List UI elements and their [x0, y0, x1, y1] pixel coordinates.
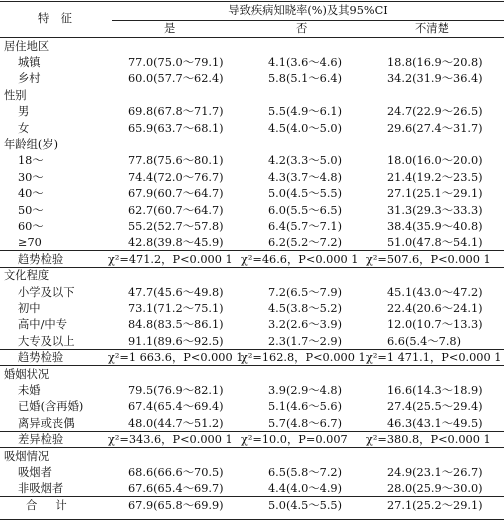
- row-label: 城镇: [18, 55, 41, 69]
- test-row: [0, 431, 504, 448]
- cell-unsure: χ²=1 471.1，P<0.000 1: [366, 351, 502, 365]
- row-label: 高中/中专: [18, 318, 67, 332]
- row-label: 性别: [4, 88, 27, 102]
- cell-unsure: 27.4(25.5～29.4): [387, 400, 483, 414]
- cell-unsure: 28.0(25.9～30.0): [387, 482, 483, 496]
- cell-unsure: 21.4(19.2～23.5): [387, 170, 483, 184]
- cell-unsure: 27.1(25.2～29.1): [387, 498, 483, 512]
- row-label: 30～: [18, 170, 44, 184]
- table-row: [0, 382, 504, 399]
- table-row: [0, 398, 504, 415]
- cell-unsure: 22.4(20.6～24.1): [387, 301, 483, 315]
- cell-yes: 55.2(52.7～57.8): [128, 219, 224, 233]
- row-label: 大专及以上: [18, 334, 75, 348]
- table-row: [0, 464, 504, 481]
- cell-no: 3.2(2.6～3.9): [268, 318, 343, 332]
- cell-no: 5.1(4.6～5.6): [268, 400, 343, 414]
- row-label: 趋势检验: [18, 351, 64, 365]
- cell-no: 5.5(4.9～6.1): [268, 105, 343, 119]
- cell-unsure: 31.3(29.3～33.3): [387, 203, 483, 217]
- row-label: 乡村: [18, 72, 41, 86]
- category-row: [0, 87, 504, 104]
- cell-unsure: 16.6(14.3～18.9): [387, 383, 483, 397]
- cell-yes: 48.0(44.7～51.2): [128, 416, 224, 430]
- table-row: [0, 70, 504, 87]
- cell-yes: 91.1(89.6～92.5): [128, 334, 224, 348]
- row-label: 18～: [18, 154, 44, 168]
- cell-unsure: 51.0(47.8～54.1): [387, 236, 483, 250]
- test-rule-top: [0, 349, 504, 350]
- cell-yes: 42.8(39.8～45.9): [128, 236, 224, 250]
- row-label: 未婚: [18, 383, 41, 397]
- cell-no: 5.0(4.5～5.5): [268, 187, 343, 201]
- table-row: [0, 202, 504, 219]
- test-row: [0, 251, 504, 268]
- cell-yes: χ²=343.6，P<0.000 1: [108, 433, 233, 447]
- cell-yes: 67.9(60.7～64.7): [128, 187, 224, 201]
- cell-yes: 60.0(57.7～62.4): [128, 72, 224, 86]
- cell-unsure: 24.9(23.1～26.7): [387, 465, 483, 479]
- cell-no: 4.2(3.3～5.0): [268, 154, 343, 168]
- table-row: [0, 284, 504, 301]
- cell-yes: 65.9(63.7～68.1): [128, 121, 224, 135]
- cell-yes: 68.6(66.6～70.5): [128, 465, 224, 479]
- cell-yes: 74.4(72.0～76.7): [128, 170, 224, 184]
- row-label: 婚姻状况: [4, 367, 50, 381]
- row-label: 趋势检验: [18, 252, 64, 266]
- cell-yes: χ²=1 663.6，P<0.000 1: [108, 351, 244, 365]
- table-row: [0, 316, 504, 333]
- cell-yes: 69.8(67.8～71.7): [128, 105, 224, 119]
- cell-yes: 77.0(75.0～79.1): [128, 55, 224, 69]
- table-row: [0, 333, 504, 350]
- row-label: 小学及以下: [18, 285, 75, 299]
- cell-yes: 77.8(75.6～80.1): [128, 154, 224, 168]
- row-label: 合 计: [26, 498, 71, 512]
- cell-no: 4.4(4.0～4.9): [268, 482, 343, 496]
- cell-no: 5.7(4.8～6.7): [268, 416, 343, 430]
- header-main: 导致疾病知晓率(%)及其95%CI: [228, 4, 388, 17]
- row-label: 50～: [18, 203, 44, 217]
- cell-no: χ²=10.0，P=0.007: [241, 433, 348, 447]
- row-label: 非吸烟者: [18, 482, 64, 496]
- cell-yes: 67.4(65.4～69.4): [128, 400, 224, 414]
- table-bottom-rule: [0, 519, 504, 520]
- cell-no: 6.5(5.8～7.2): [268, 465, 343, 479]
- cell-no: 7.2(6.5～7.9): [268, 285, 343, 299]
- cell-yes: 84.8(83.5～86.1): [128, 318, 224, 332]
- category-row: [0, 38, 504, 55]
- category-row: [0, 448, 504, 465]
- cell-no: 3.9(2.9～4.8): [268, 383, 343, 397]
- cell-unsure: 27.1(25.1～29.1): [387, 187, 483, 201]
- row-label: 年龄组(岁): [4, 137, 59, 151]
- header-col-yes: 是: [164, 22, 176, 35]
- test-rule-top: [0, 431, 504, 432]
- cell-unsure: 46.3(43.1～49.5): [387, 416, 483, 430]
- row-label: 吸烟者: [18, 465, 52, 479]
- cell-no: 4.3(3.7～4.8): [268, 170, 343, 184]
- cell-yes: 67.6(65.4～69.7): [128, 482, 224, 496]
- table-row: [0, 169, 504, 186]
- category-row: [0, 136, 504, 153]
- test-row: [0, 349, 504, 366]
- cell-yes: 62.7(60.7～64.7): [128, 203, 224, 217]
- table-row: [0, 54, 504, 71]
- cell-no: 2.3(1.7～2.9): [268, 334, 343, 348]
- cell-yes: χ²=471.2，P<0.000 1: [108, 252, 233, 266]
- row-label: 男: [18, 105, 30, 119]
- cell-yes: 67.9(65.8～69.9): [128, 498, 224, 512]
- header-col-unsure: 不清楚: [415, 22, 449, 35]
- test-rule-top: [0, 250, 504, 251]
- row-label: ≥70: [18, 236, 42, 250]
- cell-unsure: 24.7(22.9～26.5): [387, 105, 483, 119]
- cell-unsure: 29.6(27.4～31.7): [387, 121, 483, 135]
- cell-unsure: 34.2(31.9～36.4): [387, 72, 483, 86]
- row-label: 文化程度: [4, 269, 50, 283]
- cell-unsure: 45.1(43.0～47.2): [387, 285, 483, 299]
- cell-no: 4.5(3.8～5.2): [268, 301, 343, 315]
- cell-no: 5.8(5.1～6.4): [268, 72, 343, 86]
- table-row: [0, 415, 504, 432]
- table-row: [0, 120, 504, 137]
- cell-no: 4.5(4.0～5.0): [268, 121, 343, 135]
- row-label: 女: [18, 121, 30, 135]
- table-row: [0, 480, 504, 497]
- cell-unsure: χ²=507.6，P<0.000 1: [366, 252, 491, 266]
- row-label: 吸烟情况: [4, 449, 50, 463]
- cell-yes: 73.1(71.2～75.1): [128, 301, 224, 315]
- cell-unsure: χ²=380.8，P<0.000 1: [366, 433, 491, 447]
- row-label: 差异检验: [18, 433, 64, 447]
- cell-no: 4.1(3.6～4.6): [268, 55, 343, 69]
- table-row: [0, 103, 504, 120]
- row-label: 已婚(含再婚): [18, 400, 84, 414]
- cell-no: 6.0(5.5～6.5): [268, 203, 343, 217]
- table-row: [0, 218, 504, 235]
- table-row: [0, 185, 504, 202]
- cell-no: 6.4(5.7～7.1): [268, 219, 343, 233]
- cell-unsure: 18.0(16.0～20.0): [387, 154, 483, 168]
- category-row: [0, 267, 504, 284]
- cell-no: χ²=162.8，P<0.000 1: [241, 351, 366, 365]
- table-row: [0, 300, 504, 317]
- table-row: [0, 234, 504, 251]
- row-label: 居住地区: [4, 39, 50, 53]
- cell-no: 5.0(4.5～5.5): [268, 498, 343, 512]
- total-rule-top: [0, 496, 504, 497]
- row-label: 40～: [18, 187, 44, 201]
- row-label: 初中: [18, 301, 41, 315]
- category-row: [0, 366, 504, 383]
- row-label: 60～: [18, 219, 44, 233]
- header-characteristic: 特 征: [38, 12, 72, 25]
- cell-no: χ²=46.6，P<0.000 1: [241, 252, 359, 266]
- cell-no: 6.2(5.2～7.2): [268, 236, 343, 250]
- cell-unsure: 38.4(35.9～40.8): [387, 219, 483, 233]
- cell-yes: 47.7(45.6～49.8): [128, 285, 224, 299]
- cell-unsure: 18.8(16.9～20.8): [387, 55, 483, 69]
- cell-unsure: 12.0(10.7～13.3): [387, 318, 483, 332]
- row-label: 离异或丧偶: [18, 416, 75, 430]
- header-col-no: 否: [296, 22, 308, 35]
- total-row: [0, 497, 504, 514]
- cell-yes: 79.5(76.9～82.1): [128, 383, 224, 397]
- table-row: [0, 152, 504, 169]
- cell-unsure: 6.6(5.4～7.8): [387, 334, 462, 348]
